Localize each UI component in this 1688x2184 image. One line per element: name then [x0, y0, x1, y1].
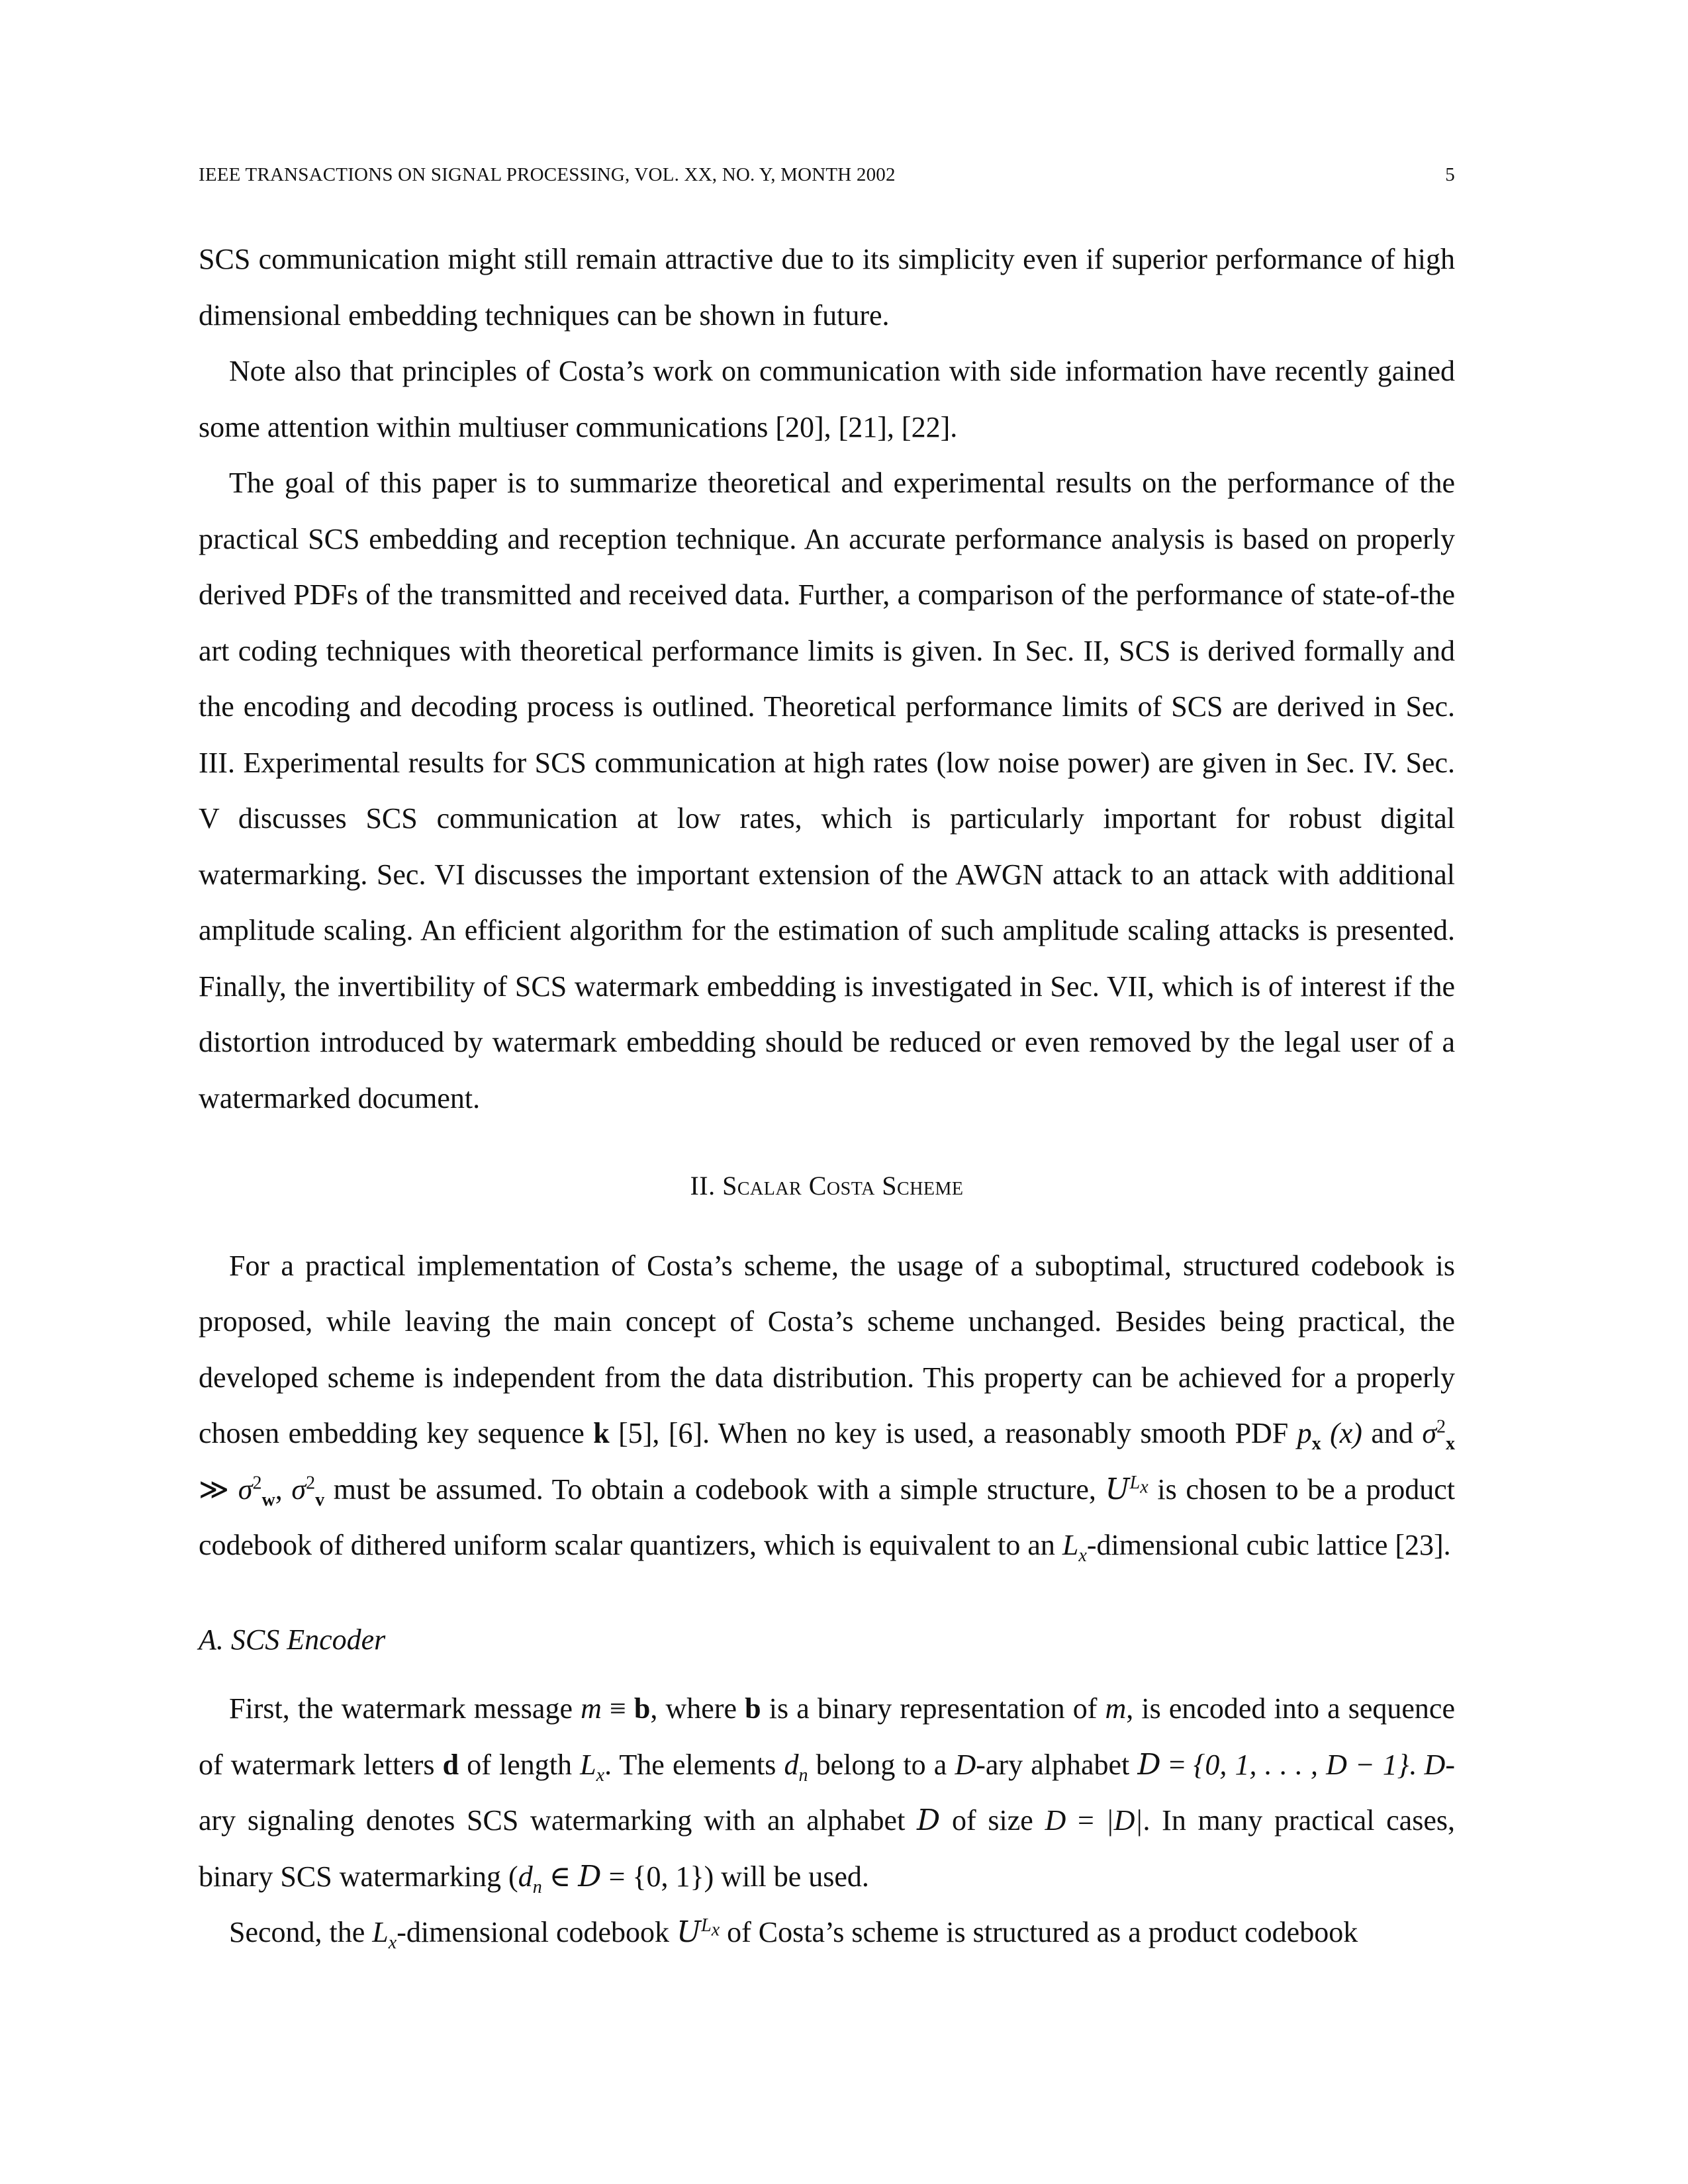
paragraph-scs-encoder: First, the watermark message m ≡ b, where b is a binary representation of m, is encoded into a sequence of watermark letters d of length $L_x$. The elements $d_n$ belong to a D-ary alphabet D = {0, 1, . . . , D − 1}. D-ary signaling denotes SCS watermarking with an alphabet D of size D = |D|. In many practical cases, binary SCS watermarking ($d_n$ ∈ D = {0, 1}) will be used.	[199, 1692, 1455, 1897]
section-title: Scalar Costa Scheme	[722, 1171, 964, 1201]
paragraph-intro-continuation: SCS communication might still remain attractive due to its simplicity even if superior performance of high dimensional embedding techniques can be shown in future.	[199, 243, 1455, 332]
paragraph-product-codebook: Second, the $L_x$-dimensional codebook $U^{L_x}$ of Costa’s scheme is structured as a product codebook	[229, 1915, 1358, 1953]
body-text	[199, 232, 1455, 1961]
paragraph-scs-intro: For a practical implementation of Costa’s scheme, the usage of a suboptimal, structured codebook is proposed, while leaving the main concept of Costa’s scheme unchanged. Besides being practical, the developed scheme is independent from the data distribution. This property can be achieved for a properly chosen embedding key sequence k [5], [6]. When no key is used, a reasonably smooth PDF $p_x$ (x) and $\sigma^2_x$ ≫ $\sigma^2_w$, $\sigma^2_v$ must be assumed. To obtain a codebook with a simple structure, $U^{L_x}$ is chosen to be a product codebook of dithered uniform scalar quantizers, which is equivalent to an $L_x$-dimensional cubic lattice [23].	[199, 1249, 1456, 1566]
subsection-heading: A. SCS Encoder	[199, 1623, 386, 1656]
page-number: 5	[1445, 164, 1455, 185]
section-heading	[199, 1158, 1455, 1214]
paragraph-paper-goal: The goal of this paper is to summarize theoretical and experimental results on the performance of the practical SCS embedding and reception technique. An accurate performance analysis is based on properly derived PDFs of the transmitted and received data. Further, a comparison of the performance of state-of-the art coding techniques with theoretical performance limits is given. In Sec. II, SCS is derived formally and the encoding and decoding process is outlined. Theoretical performance limits of SCS are derived in Sec. III. Experimental results for SCS communication at high rates (low noise power) are given in Sec. IV. Sec. V discusses SCS communication at low rates, which is particularly important for robust digital watermarking. Sec. VI discusses the important extension of the AWGN attack to an attack with additional amplitude scaling. An efficient algorithm for the estimation of such amplitude scaling attacks is presented. Finally, the invertibility of SCS watermark embedding is investigated in Sec. VII, which is of interest if the distortion introduced by watermark embedding should be reduced or even removed by the legal user of a watermarked document.	[199, 467, 1455, 1115]
running-title: IEEE TRANSACTIONS ON SIGNAL PROCESSING, VOL. XX, NO. Y, MONTH 2002	[199, 164, 896, 185]
section-number: II.	[690, 1171, 716, 1201]
running-header	[199, 164, 1455, 186]
paragraph-costa-note: Note also that principles of Costa’s work on communication with side information have recently gained some attention within multiuser communications [20], [21], [22].	[199, 355, 1455, 443]
